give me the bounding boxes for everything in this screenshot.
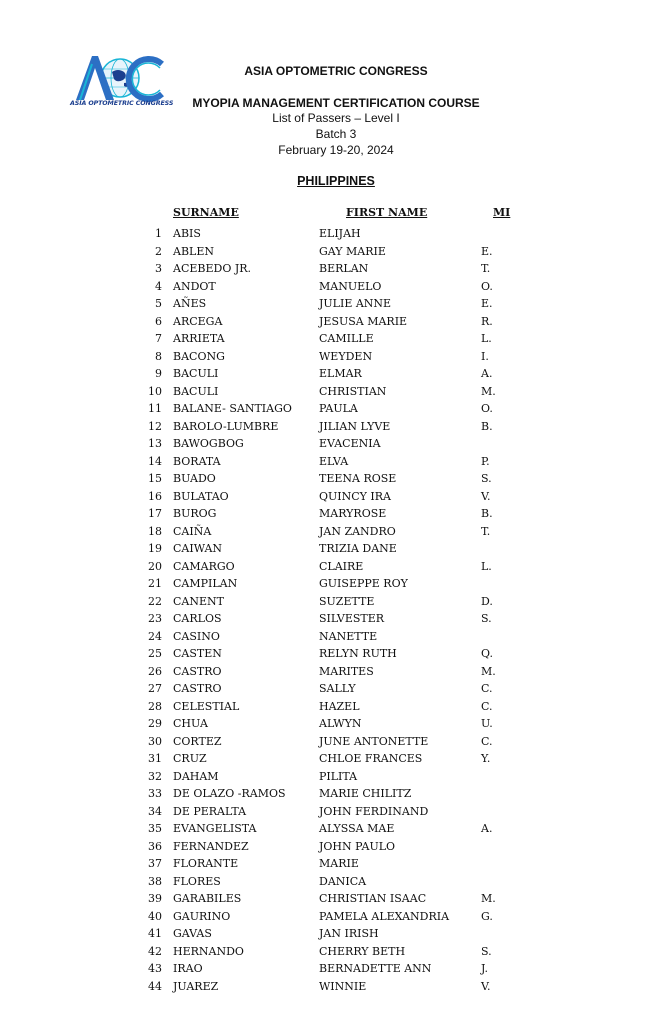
batch-label: Batch 3 <box>315 127 357 141</box>
table-row <box>0 383 670 401</box>
surname-cell: ABLEN <box>173 244 214 258</box>
column-header-surname: SURNAME <box>173 206 239 219</box>
surname-cell: CAIWAN <box>173 542 223 555</box>
table-row <box>0 943 670 961</box>
table-row <box>0 855 670 873</box>
middle-initial-cell: T. <box>481 262 491 275</box>
logo-caption: ASIA OPTOMETRIC CONGRESS <box>70 100 174 107</box>
surname-cell: CANENT <box>173 594 224 608</box>
surname-cell: GAURINO <box>173 909 231 923</box>
row-number: 1 <box>155 227 162 240</box>
first-name-cell: MARYROSE <box>319 507 387 520</box>
middle-initial-cell: B. <box>481 507 493 520</box>
table-row <box>0 330 670 348</box>
table-row <box>0 435 670 453</box>
middle-initial-cell: E. <box>481 244 493 258</box>
row-number: 13 <box>148 437 162 450</box>
first-name-cell: WEYDEN <box>319 349 373 363</box>
table-row <box>0 925 670 943</box>
first-name-cell: BERNADETTE ANN <box>319 962 432 975</box>
row-number: 39 <box>148 892 162 905</box>
table-row <box>0 645 670 663</box>
row-number: 27 <box>148 682 162 695</box>
first-name-cell: CHRISTIAN ISAAC <box>319 892 427 905</box>
table-row <box>0 418 670 436</box>
middle-initial-cell: E. <box>481 297 493 310</box>
middle-initial-cell: M. <box>481 664 496 678</box>
row-number: 11 <box>148 402 162 415</box>
table-row <box>0 453 670 471</box>
table-row <box>0 750 670 768</box>
first-name-cell: SILVESTER <box>319 612 385 625</box>
middle-initial-cell: O. <box>481 279 493 293</box>
table-row <box>0 698 670 716</box>
middle-initial-cell: G. <box>481 909 493 923</box>
first-name-cell: BERLAN <box>319 262 369 275</box>
first-name-cell: PILITA <box>319 769 358 783</box>
table-row <box>0 838 670 856</box>
surname-cell: CORTEZ <box>173 734 222 748</box>
first-name-cell: JAN ZANDRO <box>319 524 396 538</box>
row-number: 37 <box>148 857 162 870</box>
row-number: 41 <box>148 927 162 940</box>
surname-cell: ARCEGA <box>173 314 223 328</box>
first-name-cell: CHERRY BETH <box>319 944 406 958</box>
middle-initial-cell: L. <box>481 559 492 573</box>
surname-cell: CASTEN <box>173 647 222 660</box>
row-number: 21 <box>148 577 162 590</box>
passers-table <box>0 225 670 995</box>
organization-title: ASIA OPTOMETRIC CONGRESS <box>244 64 428 78</box>
table-row <box>0 400 670 418</box>
middle-initial-cell: Y. <box>481 752 491 765</box>
surname-cell: JUAREZ <box>173 979 219 993</box>
first-name-cell: SALLY <box>319 682 356 695</box>
table-row <box>0 365 670 383</box>
table-row <box>0 610 670 628</box>
table-row <box>0 243 670 261</box>
first-name-cell: JULIE ANNE <box>319 297 392 310</box>
surname-cell: BACULI <box>173 384 219 398</box>
surname-cell: ACEBEDO JR. <box>173 262 252 275</box>
table-row <box>0 820 670 838</box>
surname-cell: BAWOGBOG <box>173 437 244 450</box>
row-number: 34 <box>148 804 162 818</box>
list-title: List of Passers – Level I <box>272 111 400 125</box>
row-number: 28 <box>148 699 162 713</box>
first-name-cell: CHRISTIAN <box>319 384 387 398</box>
first-name-cell: ALYSSA MAE <box>319 822 395 835</box>
surname-cell: CAMPILAN <box>173 577 238 590</box>
row-number: 15 <box>148 472 162 485</box>
table-row <box>0 663 670 681</box>
row-number: 35 <box>148 822 162 835</box>
first-name-cell: HAZEL <box>319 699 360 713</box>
surname-cell: GARABILES <box>173 892 242 905</box>
table-row <box>0 908 670 926</box>
first-name-cell: GUISEPPE ROY <box>319 577 408 590</box>
table-row <box>0 488 670 506</box>
row-number: 12 <box>148 419 162 433</box>
first-name-cell: DANICA <box>319 874 367 888</box>
row-number: 7 <box>155 332 162 345</box>
surname-cell: CAMARGO <box>173 559 235 573</box>
row-number: 2 <box>155 244 162 258</box>
surname-cell: BULATAO <box>173 489 229 503</box>
table-row <box>0 313 670 331</box>
surname-cell: IRAO <box>173 962 203 975</box>
first-name-cell: JAN IRISH <box>319 927 379 940</box>
date-label: February 19-20, 2024 <box>278 143 394 157</box>
row-number: 9 <box>155 367 162 380</box>
middle-initial-cell: C. <box>481 699 493 713</box>
surname-cell: CASINO <box>173 629 220 643</box>
table-row <box>0 768 670 786</box>
table-row <box>0 278 670 296</box>
first-name-cell: ELIJAH <box>319 227 361 240</box>
table-row <box>0 540 670 558</box>
first-name-cell: EVACENIA <box>319 437 381 450</box>
row-number: 31 <box>148 752 162 765</box>
table-row <box>0 785 670 803</box>
middle-initial-cell: V. <box>481 489 491 503</box>
first-name-cell: MARITES <box>319 664 374 678</box>
table-row <box>0 558 670 576</box>
table-row <box>0 470 670 488</box>
surname-cell: FLORES <box>173 874 221 888</box>
first-name-cell: CHLOE FRANCES <box>319 752 423 765</box>
middle-initial-cell: L. <box>481 332 492 345</box>
middle-initial-cell: C. <box>481 734 493 748</box>
surname-cell: CHUA <box>173 717 208 730</box>
middle-initial-cell: M. <box>481 892 496 905</box>
first-name-cell: JESUSA MARIE <box>319 314 408 328</box>
surname-cell: BORATA <box>173 454 221 468</box>
table-row <box>0 733 670 751</box>
first-name-cell: JOHN PAULO <box>319 839 396 853</box>
surname-cell: FLORANTE <box>173 857 239 870</box>
row-number: 23 <box>148 612 162 625</box>
table-row <box>0 803 670 821</box>
first-name-cell: RELYN RUTH <box>319 647 397 660</box>
row-number: 25 <box>148 647 162 660</box>
middle-initial-cell: I. <box>481 349 489 363</box>
first-name-cell: ELMAR <box>319 367 362 380</box>
first-name-cell: PAULA <box>319 402 358 415</box>
surname-cell: GAVAS <box>173 927 212 940</box>
row-number: 33 <box>148 787 162 800</box>
row-number: 19 <box>148 542 162 555</box>
surname-cell: ANDOT <box>173 279 216 293</box>
first-name-cell: QUINCY IRA <box>319 489 392 503</box>
row-number: 44 <box>148 979 162 993</box>
table-row <box>0 960 670 978</box>
row-number: 43 <box>148 962 162 975</box>
row-number: 6 <box>155 314 162 328</box>
middle-initial-cell: A. <box>481 367 493 380</box>
table-row <box>0 260 670 278</box>
surname-cell: BAROLO-LUMBRE <box>173 419 279 433</box>
surname-cell: CELESTIAL <box>173 699 240 713</box>
row-number: 14 <box>148 454 162 468</box>
surname-cell: CARLOS <box>173 612 222 625</box>
row-number: 10 <box>148 384 162 398</box>
surname-cell: HERNANDO <box>173 944 244 958</box>
first-name-cell: PAMELA ALEXANDRIA <box>319 909 450 923</box>
row-number: 36 <box>148 839 162 853</box>
middle-initial-cell: U. <box>481 717 493 730</box>
first-name-cell: ELVA <box>319 454 349 468</box>
middle-initial-cell: A. <box>481 822 493 835</box>
first-name-cell: TEENA ROSE <box>319 472 397 485</box>
surname-cell: CRUZ <box>173 752 207 765</box>
row-number: 16 <box>148 489 162 503</box>
course-title: MYOPIA MANAGEMENT CERTIFICATION COURSE <box>192 96 480 110</box>
table-row <box>0 680 670 698</box>
middle-initial-cell: V. <box>481 979 491 993</box>
first-name-cell: GAY MARIE <box>319 244 386 258</box>
surname-cell: CAIÑA <box>173 524 212 538</box>
row-number: 5 <box>155 297 162 310</box>
table-row <box>0 593 670 611</box>
middle-initial-cell: O. <box>481 402 493 415</box>
table-row <box>0 348 670 366</box>
surname-cell: BUROG <box>173 507 217 520</box>
surname-cell: CASTRO <box>173 682 222 695</box>
table-row <box>0 523 670 541</box>
row-number: 32 <box>148 769 162 783</box>
middle-initial-cell: J. <box>481 962 489 975</box>
surname-cell: BUADO <box>173 472 216 485</box>
middle-initial-cell: R. <box>481 314 493 328</box>
surname-cell: ARRIETA <box>173 332 225 345</box>
row-number: 8 <box>155 349 162 363</box>
row-number: 20 <box>148 559 162 573</box>
table-row <box>0 575 670 593</box>
middle-initial-cell: S. <box>481 944 492 958</box>
first-name-cell: WINNIE <box>319 979 367 993</box>
row-number: 3 <box>155 262 162 275</box>
first-name-cell: ALWYN <box>319 717 362 730</box>
row-number: 30 <box>148 734 162 748</box>
row-number: 18 <box>148 524 162 538</box>
first-name-cell: CAMILLE <box>319 332 374 345</box>
first-name-cell: MANUELO <box>319 279 382 293</box>
middle-initial-cell: S. <box>481 472 492 485</box>
row-number: 4 <box>155 279 162 293</box>
first-name-cell: MARIE <box>319 857 359 870</box>
column-header-mi: MI <box>493 206 511 219</box>
row-number: 24 <box>148 629 162 643</box>
row-number: 38 <box>148 874 162 888</box>
row-number: 42 <box>148 944 162 958</box>
surname-cell: BACULI <box>173 367 219 380</box>
first-name-cell: CLAIRE <box>319 559 364 573</box>
table-row <box>0 505 670 523</box>
middle-initial-cell: B. <box>481 419 493 433</box>
table-row <box>0 295 670 313</box>
table-row <box>0 890 670 908</box>
surname-cell: DAHAM <box>173 769 219 783</box>
table-row <box>0 873 670 891</box>
middle-initial-cell: D. <box>481 594 493 608</box>
surname-cell: DE PERALTA <box>173 804 247 818</box>
first-name-cell: TRIZIA DANE <box>319 542 397 555</box>
surname-cell: DE OLAZO -RAMOS <box>173 787 286 800</box>
surname-cell: EVANGELISTA <box>173 822 257 835</box>
middle-initial-cell: M. <box>481 384 496 398</box>
surname-cell: ABIS <box>173 227 201 240</box>
row-number: 26 <box>148 664 162 678</box>
row-number: 29 <box>148 717 162 730</box>
table-row <box>0 225 670 243</box>
row-number: 22 <box>148 594 162 608</box>
first-name-cell: MARIE CHILITZ <box>319 787 412 800</box>
middle-initial-cell: Q. <box>481 647 493 660</box>
surname-cell: FERNANDEZ <box>173 839 249 853</box>
first-name-cell: JUNE ANTONETTE <box>319 734 429 748</box>
surname-cell: AÑES <box>173 297 207 310</box>
middle-initial-cell: S. <box>481 612 492 625</box>
middle-initial-cell: T. <box>481 524 491 538</box>
surname-cell: BALANE- SANTIAGO <box>173 402 292 415</box>
table-row <box>0 978 670 996</box>
surname-cell: BACONG <box>173 349 225 363</box>
first-name-cell: SUZETTE <box>319 594 375 608</box>
table-row <box>0 715 670 733</box>
table-row <box>0 628 670 646</box>
middle-initial-cell: P. <box>481 454 490 468</box>
first-name-cell: JOHN FERDINAND <box>319 804 429 818</box>
country-heading: PHILIPPINES <box>297 174 375 188</box>
row-number: 17 <box>148 507 162 520</box>
row-number: 40 <box>148 909 162 923</box>
surname-cell: CASTRO <box>173 664 222 678</box>
first-name-cell: NANETTE <box>319 629 378 643</box>
middle-initial-cell: C. <box>481 682 493 695</box>
first-name-cell: JILIAN LYVE <box>319 419 391 433</box>
column-header-first-name: FIRST NAME <box>346 206 428 219</box>
